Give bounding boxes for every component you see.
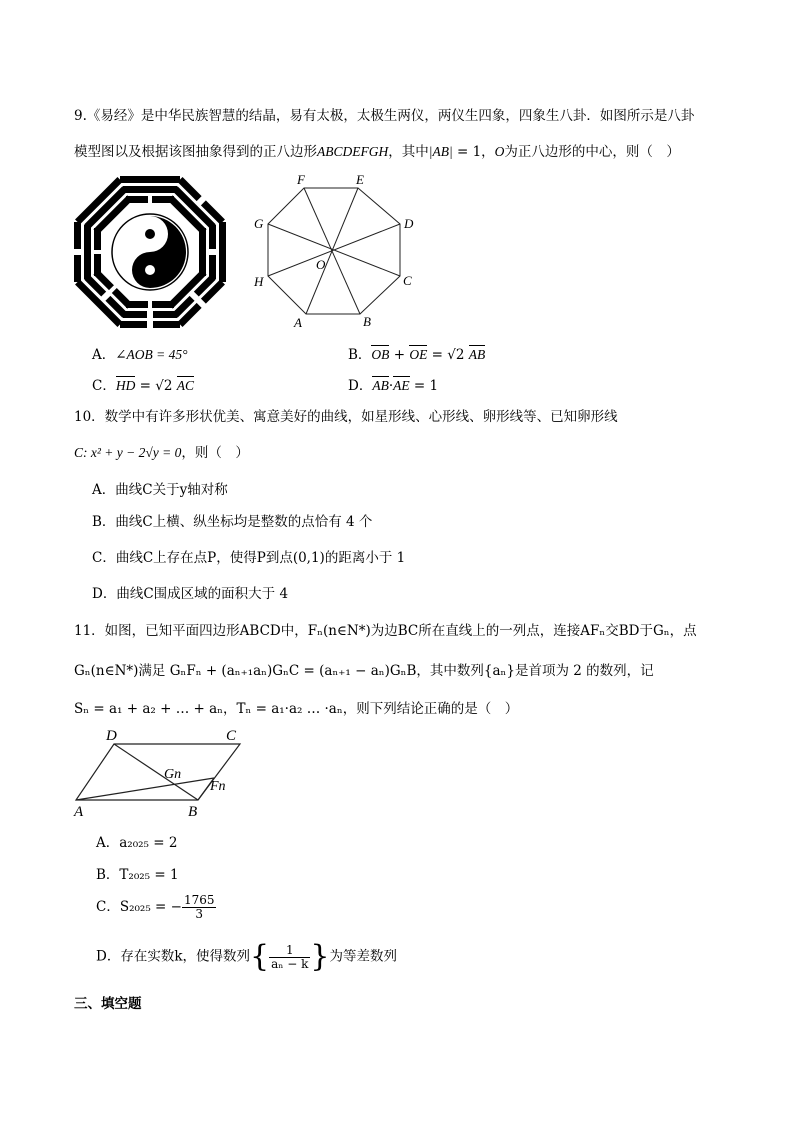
q10-text-line2: C: x² + y − 2√y = 0，则（ ） xyxy=(74,445,249,461)
q9-text-line2: 模型图以及根据该图抽象得到的正八边形ABCDEFGH，其中|AB| = 1，O为正八边形的中心，则（ ） xyxy=(74,144,680,160)
parallelogram-figure xyxy=(70,724,250,820)
label-f: F xyxy=(297,172,305,187)
q11-text-line3: Sₙ = a₁ + a₂ + … + aₙ，Tₙ = a₁·a₂ … ·aₙ，则下列结论正确的是（ ） xyxy=(74,701,519,717)
q10-option-c[interactable]: C．曲线C上存在点P，使得P到点(0,1)的距离小于 1 xyxy=(92,550,406,566)
label-a: A xyxy=(294,315,302,330)
label-c: C xyxy=(226,728,237,744)
q9-option-a[interactable]: A．∠AOB = 45° xyxy=(92,347,188,363)
octagon-figure xyxy=(250,168,420,334)
q11-option-d[interactable]: D．存在实数k，使得数列{ $\frac{1}{\text{aₙ − k}}$ }为等差数列 xyxy=(96,939,398,974)
q11-text-line2: Gₙ(n∈N*)满足 GₙFₙ + (aₙ₊₁aₙ)GₙC = (aₙ₊₁ − aₙ)GₙB，其中数列{aₙ}是首项为 2 的数列，记 xyxy=(74,663,654,679)
label-g: G xyxy=(254,216,264,231)
q10-option-d[interactable]: D．曲线C围成区域的面积大于 4 xyxy=(92,586,289,602)
q10-option-b[interactable]: B．曲线C上横、纵坐标均是整数的点恰有 4 个 xyxy=(92,514,373,530)
q11-option-c[interactable]: C．S₂₀₂₅ = − $\frac{1765}{3}$ xyxy=(96,893,215,921)
q9-option-d[interactable]: D．AB·AE = 1 xyxy=(348,378,439,394)
q11-text-line1: 11．如图，已知平面四边形ABCD中，Fₙ(n∈N*)为边BC所在直线上的一列点，连接AFₙ交BD于Gₙ，点 xyxy=(74,623,697,639)
section-title: 三、填空题 xyxy=(74,996,142,1012)
q11-option-b[interactable]: B．T₂₀₂₅ = 1 xyxy=(96,867,179,883)
label-d: D xyxy=(404,216,414,231)
label-d: D xyxy=(106,728,117,744)
q9-option-c[interactable]: C．HD = √2 AC xyxy=(92,378,194,394)
bagua-figure xyxy=(70,172,230,332)
q9-text-line1: 9.《易经》是中华民族智慧的结晶，易有太极，太极生两仪，两仪生四象，四象生八卦．如图所示是八卦 xyxy=(74,108,695,124)
label-gn: Gn xyxy=(164,767,182,782)
label-o: O xyxy=(316,257,326,272)
label-c: C xyxy=(403,273,412,288)
q10-text-line1: 10．数学中有许多形状优美、寓意美好的曲线，如星形线、心形线、卵形线等、已知卵形线 xyxy=(74,409,618,425)
label-fn: Fn xyxy=(210,779,226,794)
label-a: A xyxy=(74,804,84,820)
label-b: B xyxy=(188,804,198,820)
q9-option-b[interactable]: B．OB + OE = √2 AB xyxy=(348,347,486,363)
label-e: E xyxy=(356,172,364,187)
label-h: H xyxy=(254,274,264,289)
label-b: B xyxy=(363,314,371,329)
yin-yang-icon xyxy=(112,214,188,290)
q10-option-a[interactable]: A．曲线C关于y轴对称 xyxy=(92,482,228,498)
q11-option-a[interactable]: A．a₂₀₂₅ = 2 xyxy=(96,835,178,851)
